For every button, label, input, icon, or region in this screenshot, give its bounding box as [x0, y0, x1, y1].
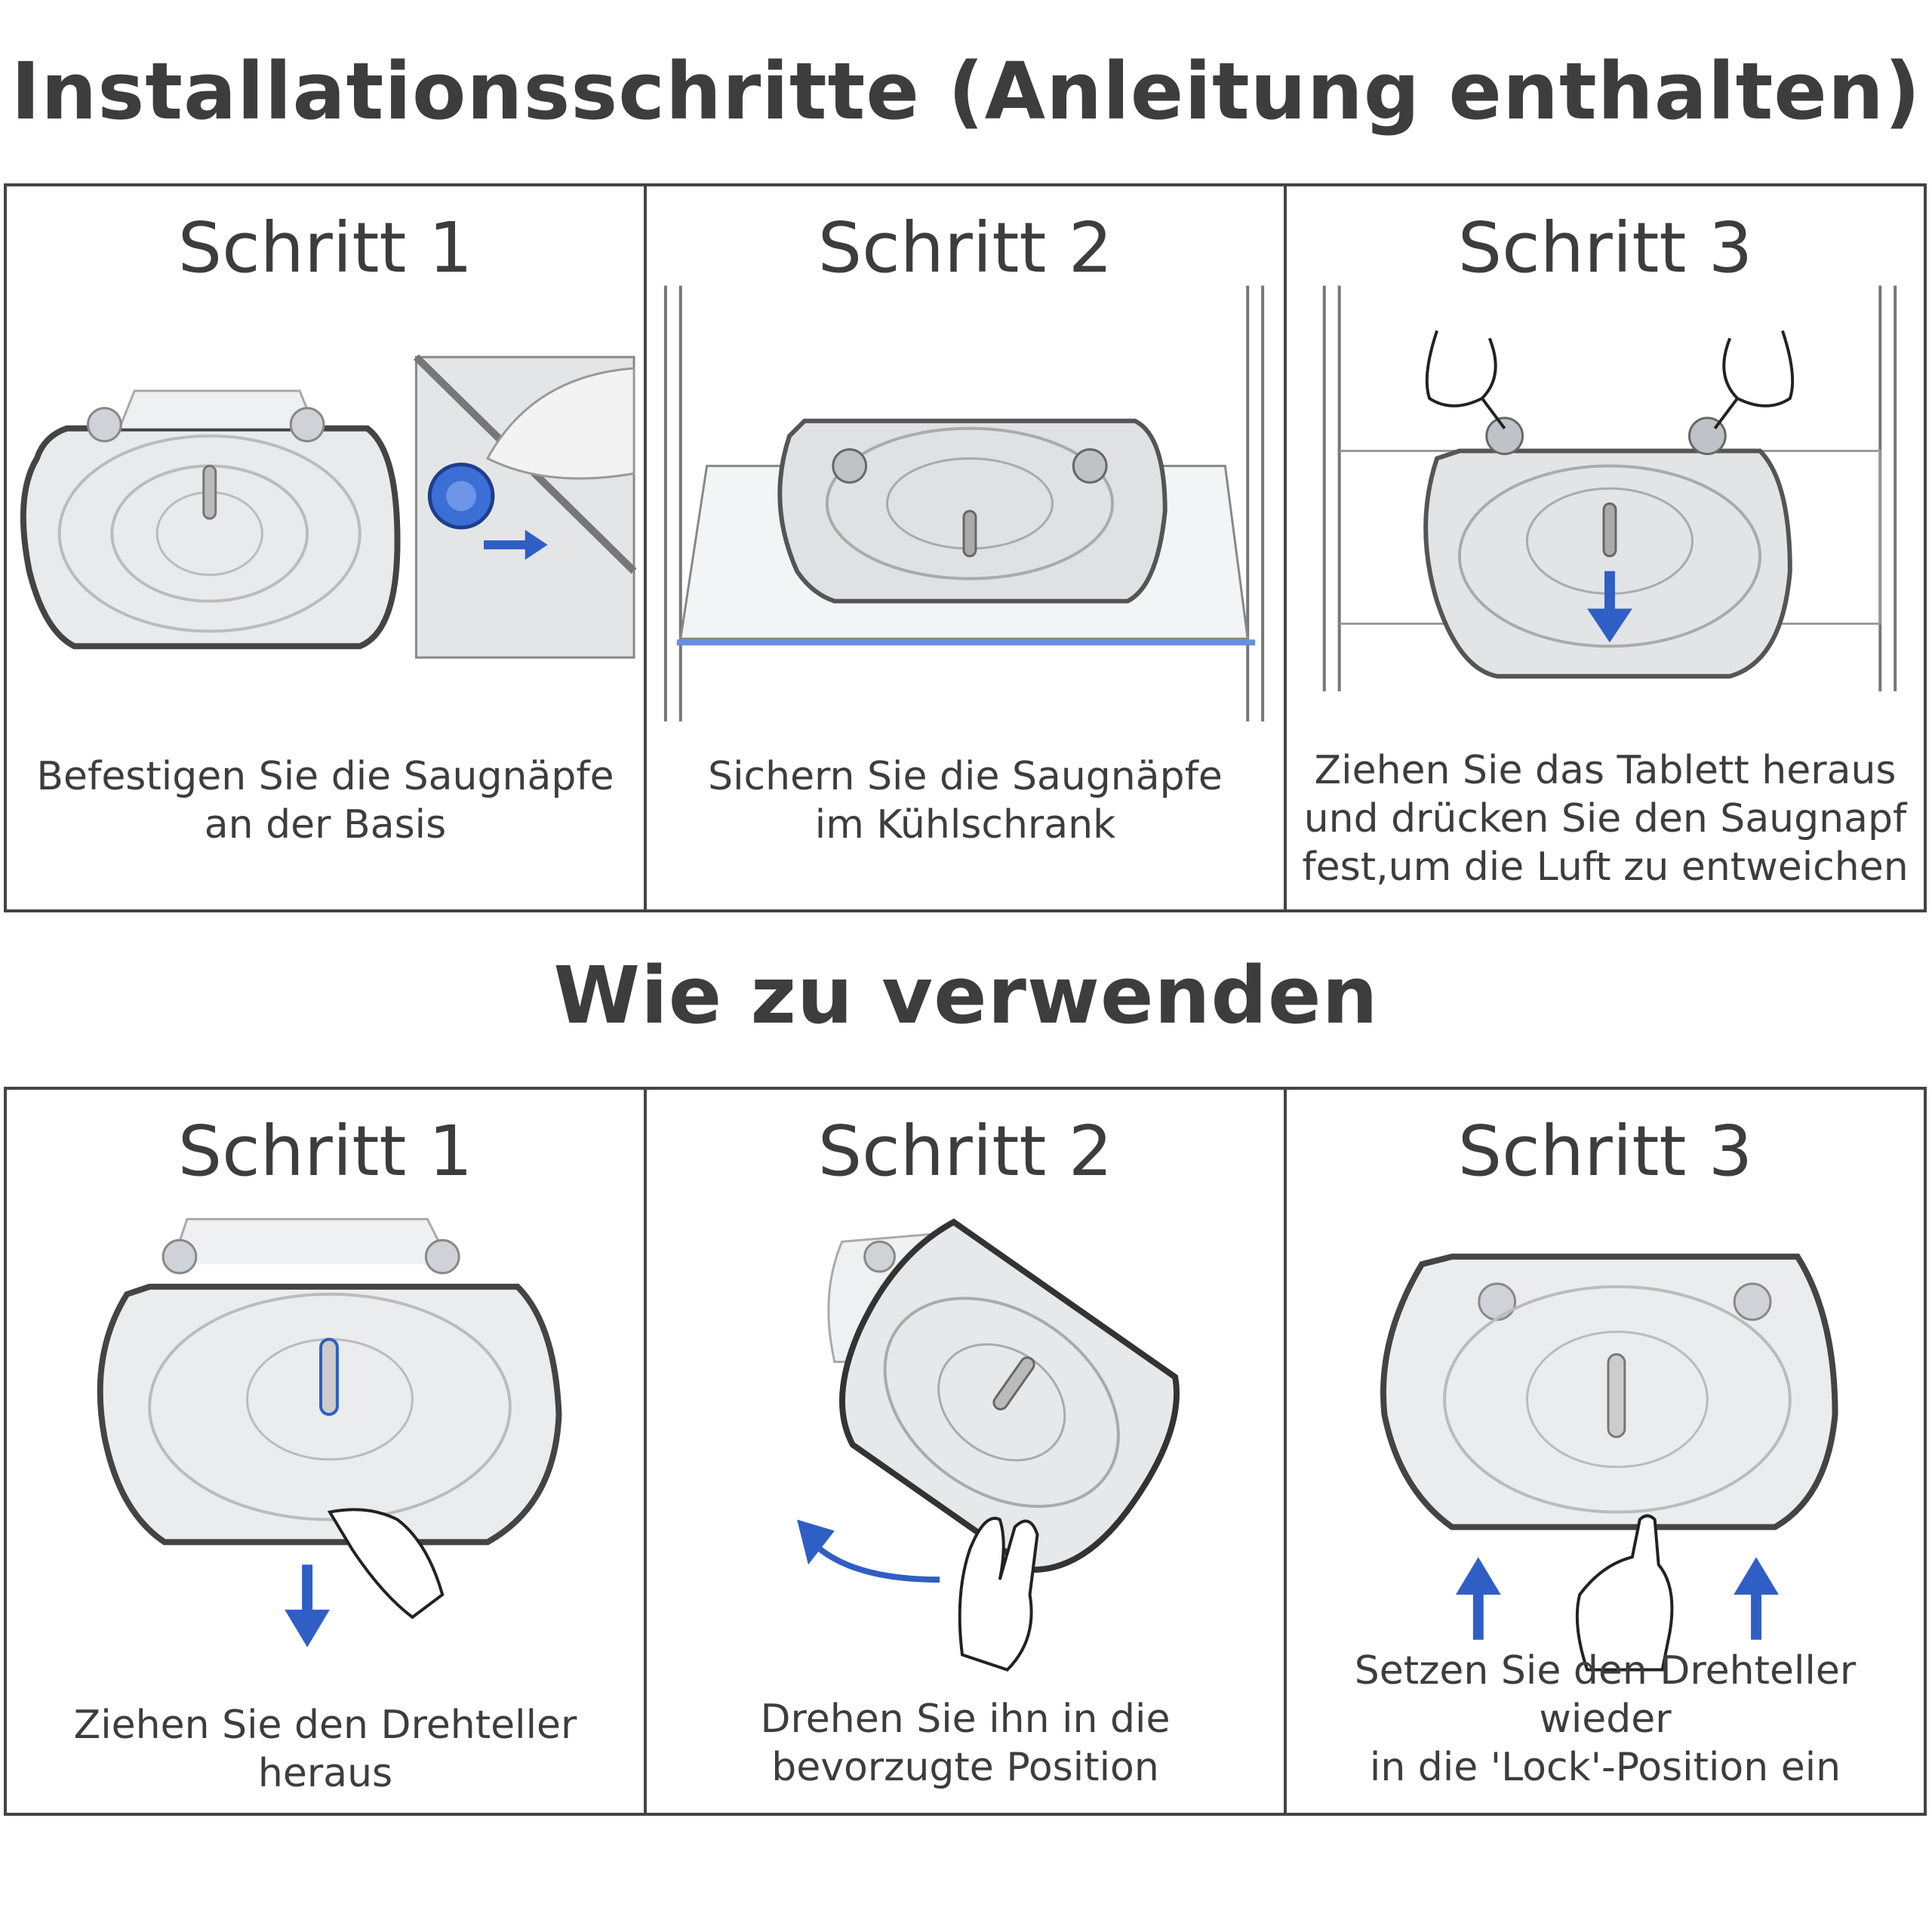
use-step-3 — [1284, 1090, 1924, 1813]
tray-icon — [647, 1188, 1284, 1686]
step-description: Ziehen Sie den Drehteller heraus — [73, 1703, 577, 1796]
suction-cup-icon — [88, 408, 121, 441]
step-title: Schritt 3 — [1457, 1111, 1753, 1192]
step-description: Sichern Sie die Saugnäpfe im Kühlschrank — [708, 754, 1223, 848]
suction-cup-icon — [163, 1240, 196, 1273]
tray-icon — [7, 285, 644, 783]
use-step-2 — [644, 1090, 1284, 1813]
step-description: Setzen Sie den Drehteller wieder in die 'Lock'-Position ein — [1354, 1648, 1857, 1790]
installation-steps-grid — [4, 183, 1927, 912]
fridge-shelf-icon — [647, 285, 1284, 783]
install-step-3 — [1284, 186, 1924, 909]
usage-title: Wie zu verwenden — [553, 949, 1379, 1041]
hand-icon — [1427, 331, 1505, 428]
suction-cup-icon — [865, 1241, 895, 1272]
usage-steps-grid — [4, 1087, 1927, 1816]
install-step-2 — [644, 186, 1284, 909]
step-title: Schritt 1 — [177, 1111, 473, 1192]
use-step-1 — [7, 1090, 644, 1813]
install-step-1 — [7, 186, 644, 909]
fridge-shelf-icon — [1287, 285, 1924, 783]
step-title: Schritt 3 — [1457, 208, 1753, 288]
suction-cup-icon — [1487, 418, 1523, 454]
step-title: Schritt 2 — [817, 1111, 1113, 1192]
step-title: Schritt 2 — [817, 208, 1113, 288]
step-description: Befestigen Sie die Saugnäpfe an der Basis — [36, 754, 614, 848]
suction-cup-icon — [1479, 1284, 1515, 1320]
arrow-icon — [1456, 1557, 1501, 1595]
tray-icon — [1287, 1188, 1924, 1686]
arrow-icon — [285, 1610, 330, 1647]
step-description: Ziehen Sie das Tablett heraus und drücken Sie den Saugnapf fest,um die Luft zu entweichen — [1302, 748, 1909, 890]
suction-cup-icon — [833, 450, 866, 483]
step-description: Drehen Sie ihn in die bevorzugte Position — [760, 1697, 1171, 1790]
hand-icon — [960, 1518, 1038, 1670]
step-title: Schritt 1 — [177, 208, 473, 288]
installation-title: Installationsschritte (Anleitung enthalten) — [11, 45, 1921, 137]
tray-icon — [7, 1188, 644, 1686]
